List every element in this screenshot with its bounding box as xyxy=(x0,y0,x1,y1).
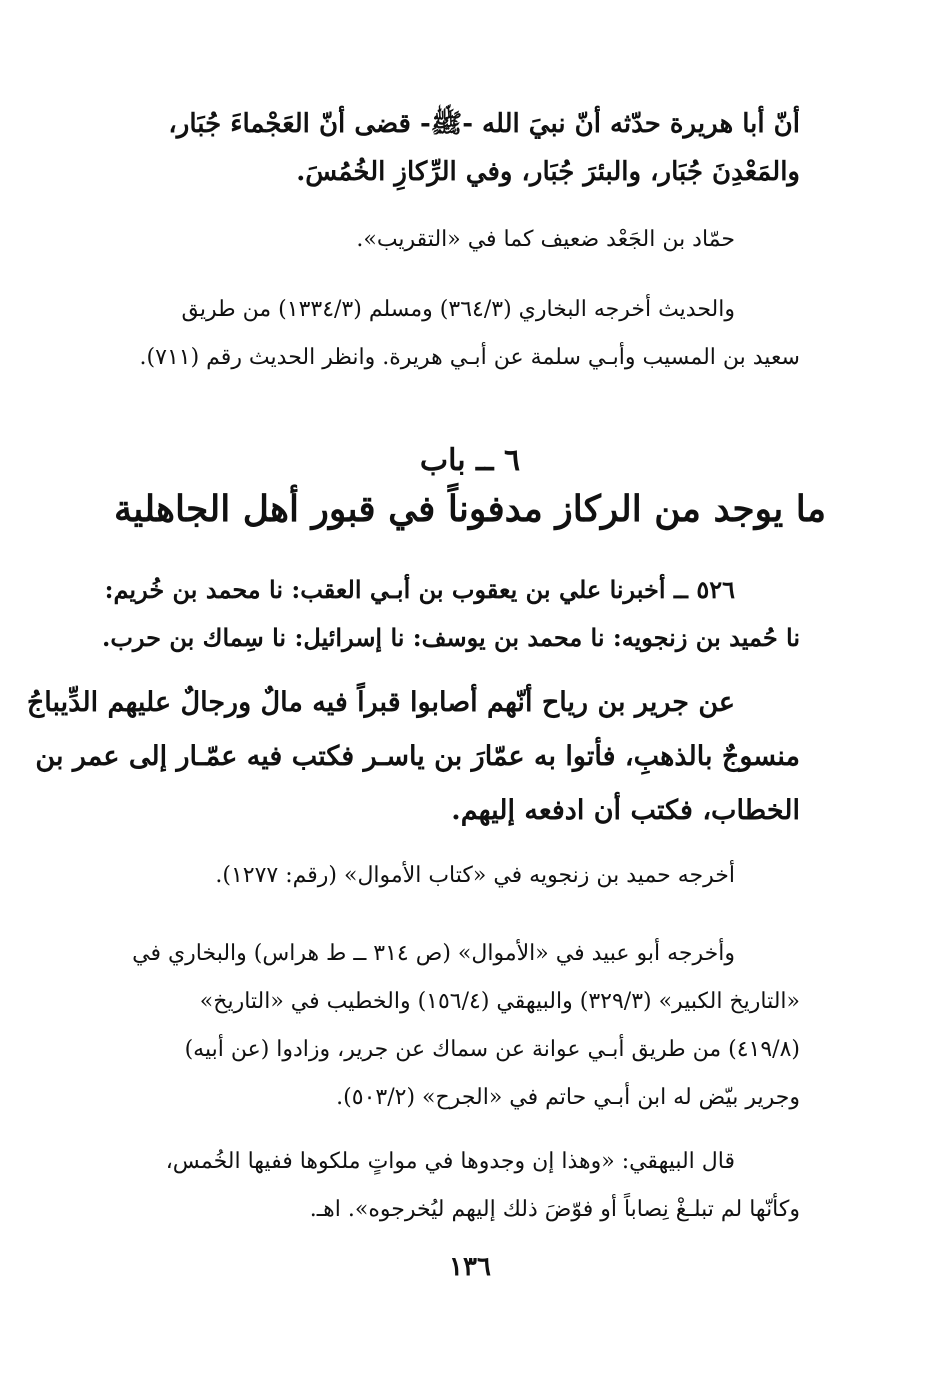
text-line: (٤١٩/٨) من طريق أبـي عوانة عن سماك عن جرير، وزادوا (عن أبيه) xyxy=(184,1037,800,1062)
text-line: ٥٢٦ ــ أخبرنا علي بن يعقوب بن أبـي العقب: نا محمد بن خُريم: xyxy=(104,575,735,604)
text-line: وجرير بيّض له ابن أبـي حاتم في «الجرح» (٥٠٣/٢). xyxy=(336,1085,800,1110)
text-line: سعيد بن المسيب وأبـي سلمة عن أبـي هريرة. وانظر الحديث رقم (٧١١). xyxy=(139,345,800,370)
bayhaqi-quote-note xyxy=(102,1138,800,1234)
chapter-number: ٦ ــ باب xyxy=(419,443,521,478)
text-line: والحديث أخرجه البخاري (٣٦٤/٣) ومسلم (١٣٣٤/٣) من طريق xyxy=(181,297,735,322)
text-line: منسوجٌ بالذهبِ، فأتوا به عمّارَ بن ياسـر فكتب فيه عمّـار إلى عمر بن xyxy=(35,741,800,772)
takhrij-sources-note xyxy=(102,930,800,1122)
text-line: «التاريخ الكبير» (٣٢٩/٣) والبيهقي (١٥٦/٤) والخطيب في «التاريخ» xyxy=(199,989,800,1014)
isnad-chain xyxy=(102,566,800,662)
text-line: الخطاب، فكتب أن ادفعه إليهم. xyxy=(451,795,800,826)
text-line: عن جرير بن رياح أنّهم أصابوا قبراً فيه مالٌ ورجالٌ عليهم الدِّيباجُ xyxy=(26,687,735,718)
narrator-note: حمّاد بن الجَعْد ضعيف كما في «التقريب». xyxy=(356,227,735,252)
chapter-title: ما يوجد من الركاز مدفوناً في قبور أهل الجاهلية xyxy=(113,488,827,530)
text-line: والمَعْدِنَ جُبَار، والبئرَ جُبَار، وفي الرِّكازِ الخُمُسَ. xyxy=(296,157,800,187)
text-line: وأخرجه أبو عبيد في «الأموال» (ص ٣١٤ ــ ط هراس) والبخاري في xyxy=(132,941,735,966)
text-line: وكأنّها لم تبلـغْ نِصاباً أو فوّضَ ذلك إليهم ليُخرجوه». اهـ. xyxy=(309,1197,800,1222)
hadith-source-note xyxy=(102,286,800,382)
takhrij-note: أخرجه حميد بن زنجويه في «كتاب الأموال» (رقم: ١٢٧٧). xyxy=(215,863,735,888)
page-number: ١٣٦ xyxy=(449,1252,491,1282)
text-line: أنّ أبا هريرة حدّثه أنّ نبيَ الله -ﷺ- قضى أنّ العَجْماءَ جُبَار، xyxy=(168,109,800,139)
text-line: قال البيهقي: «وهذا إن وجدوها في مواتٍ ملكوها ففيها الخُمس، xyxy=(165,1149,735,1174)
text-line: نا حُميد بن زنجويه: نا محمد بن يوسف: نا إسرائيل: نا سِماك بن حرب. xyxy=(101,623,800,652)
hadith-ending-paragraph xyxy=(102,100,800,196)
hadith-text xyxy=(26,676,800,838)
